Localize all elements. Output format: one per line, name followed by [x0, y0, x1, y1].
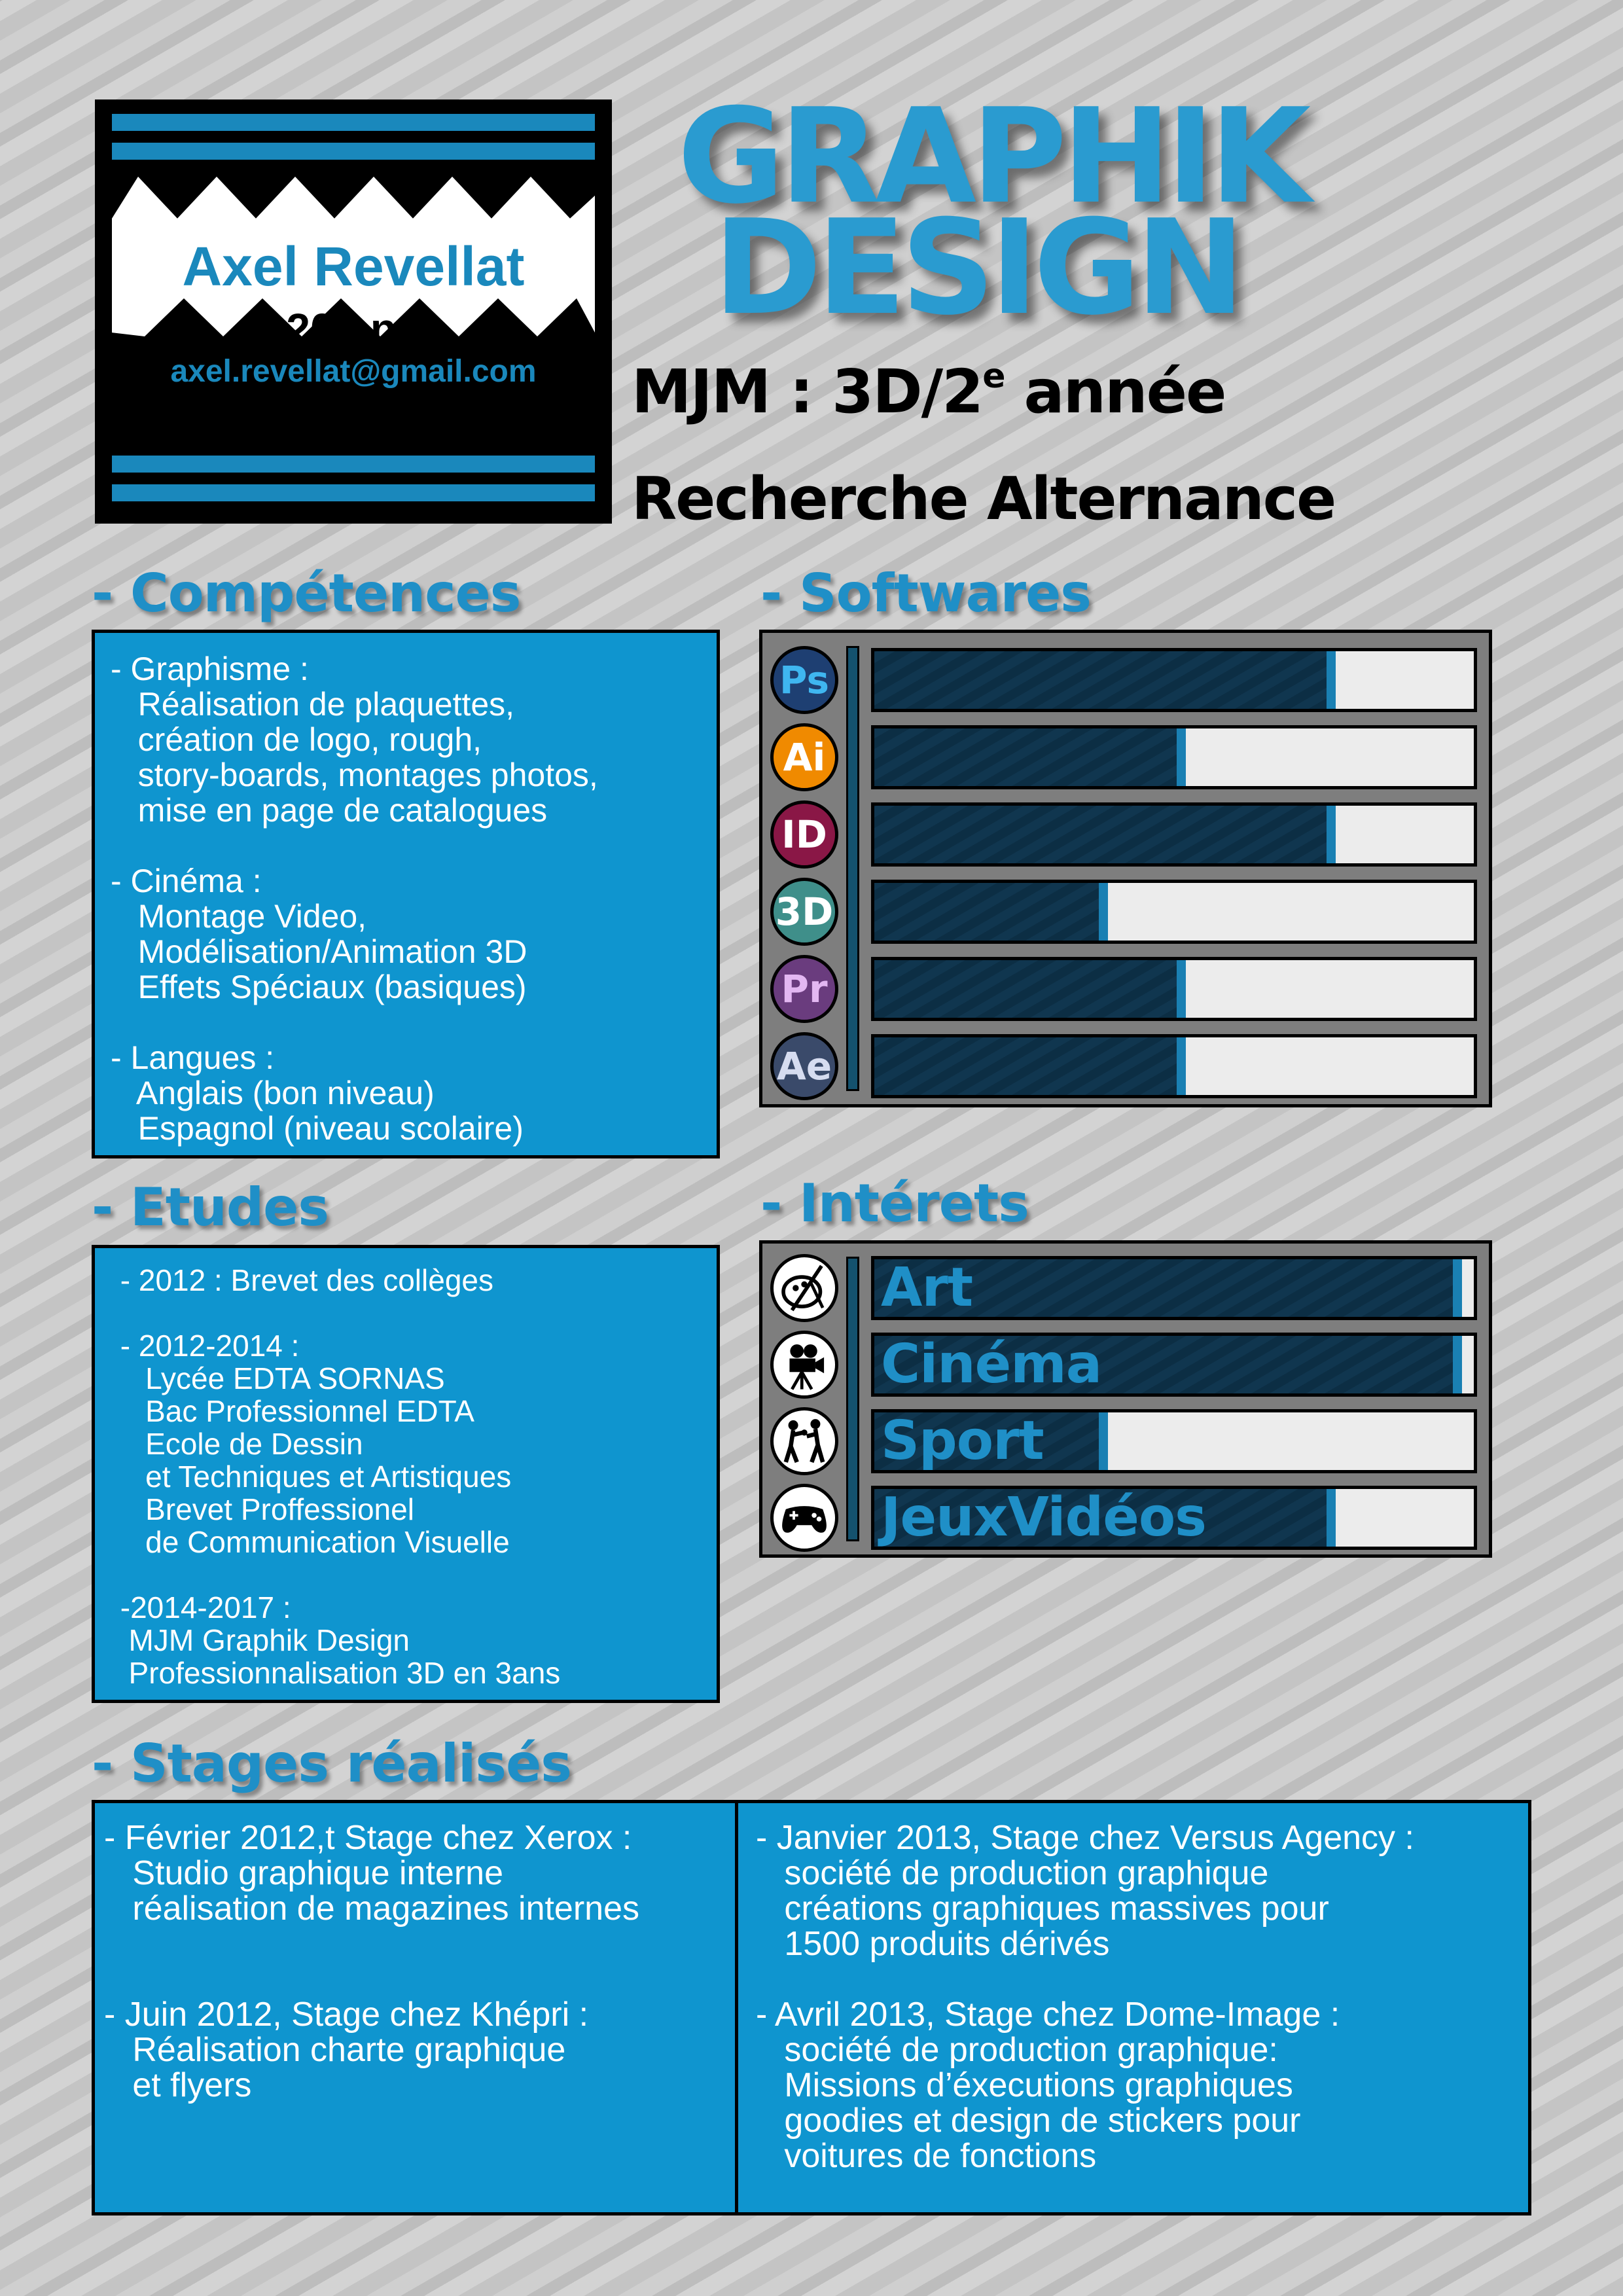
section-title-competences: - Compétences	[92, 563, 521, 624]
text-line: et flyers	[104, 2066, 252, 2104]
etudes-box	[92, 1245, 720, 1703]
art-palette-icon	[770, 1254, 838, 1322]
software-level-fill	[874, 960, 1186, 1018]
software-level-bar	[871, 880, 1477, 944]
photoshop-icon: Ps	[770, 646, 838, 714]
text-line: Studio graphique interne	[104, 1854, 503, 1892]
interest-level-bar	[871, 1333, 1477, 1397]
text-line: Anglais (bon niveau)	[111, 1075, 435, 1111]
school-suffix: année	[1004, 357, 1226, 427]
text-line: Espagnol (niveau scolaire)	[111, 1110, 524, 1147]
text-line: - 2012-2014 :	[112, 1329, 300, 1363]
text-line: Brevet Proffessionel	[112, 1492, 414, 1526]
text-line	[104, 1962, 639, 1997]
stages-box	[92, 1800, 1531, 2215]
text-line: voitures de fonctions	[756, 2137, 1097, 2175]
title-design: DESIGN	[713, 192, 1240, 344]
text-line: société de production graphique:	[756, 2031, 1278, 2069]
3d-icon: 3D	[770, 878, 838, 946]
text-line: 1500 produits dérivés	[756, 1925, 1110, 1963]
text-line: - Avril 2013, Stage chez Dome-Image :	[756, 1996, 1340, 2034]
softwares-panel	[759, 630, 1492, 1107]
text-line: MJM Graphik Design	[112, 1623, 410, 1657]
person-phone[interactable]: 06.50.16.25.07	[183, 390, 524, 446]
school-line	[632, 357, 1225, 427]
text-line: Bac Professionnel EDTA	[112, 1394, 474, 1428]
software-level-bar	[871, 802, 1477, 867]
text-line	[104, 1926, 639, 1962]
interest-level-bar	[871, 1256, 1477, 1320]
person-email[interactable]: axel.revellat@gmail.com	[170, 354, 537, 389]
interets-panel	[759, 1240, 1492, 1558]
interest-label: Sport	[881, 1410, 1044, 1472]
text-line	[112, 1558, 717, 1591]
text-line: - 2012 : Brevet des collèges	[112, 1263, 493, 1297]
text-line: société de production graphique	[756, 1854, 1269, 1892]
text-line: Réalisation charte graphique	[104, 2031, 566, 2069]
text-line: Lycée EDTA SORNAS	[112, 1361, 445, 1395]
panel-divider	[846, 646, 859, 1091]
text-line: - Graphisme :	[111, 651, 309, 687]
competences-box	[92, 630, 720, 1158]
panel-divider	[846, 1257, 859, 1541]
text-line: de Communication Visuelle	[112, 1525, 510, 1559]
text-line: Modélisation/Animation 3D	[111, 933, 527, 970]
text-line	[112, 1297, 717, 1329]
stripe-bottom-2	[112, 484, 595, 501]
text-line: créations graphiques massives pour	[756, 1890, 1329, 1928]
stripe-bottom-1	[112, 456, 595, 473]
stages-right-column	[756, 1820, 1414, 2174]
section-title-interets: - Intérets	[760, 1173, 1029, 1234]
text-line: - Janvier 2013, Stage chez Versus Agency :	[756, 1819, 1414, 1857]
text-line: Professionnalisation 3D en 3ans	[112, 1656, 561, 1690]
section-title-etudes: - Etudes	[92, 1177, 329, 1238]
software-level-fill	[874, 806, 1336, 863]
text-line: Effets Spéciaux (basiques)	[111, 969, 527, 1005]
id-text-block	[112, 230, 595, 448]
section-title-softwares: - Softwares	[760, 563, 1091, 624]
software-level-bar	[871, 648, 1477, 712]
text-line: mise en page de catalogues	[111, 792, 548, 829]
text-line: Missions d’éxecutions graphiques	[756, 2066, 1293, 2104]
interest-level-bar	[871, 1486, 1477, 1550]
text-line: création de logo, rough,	[111, 721, 482, 758]
id-card	[95, 99, 612, 524]
interest-label: Cinéma	[881, 1333, 1102, 1395]
stages-divider	[735, 1803, 738, 2212]
text-line: story-boards, montages photos,	[111, 757, 598, 793]
text-line: Montage Video,	[111, 898, 367, 935]
text-line: réalisation de magazines internes	[104, 1890, 640, 1928]
text-line	[111, 828, 717, 863]
section-title-stages: - Stages réalisés	[92, 1733, 571, 1794]
software-level-bar	[871, 957, 1477, 1021]
indesign-icon: ID	[770, 800, 838, 869]
stages-left-column	[104, 1820, 639, 2103]
interest-level-bar	[871, 1409, 1477, 1473]
premiere-icon: Pr	[770, 955, 838, 1023]
software-level-fill	[874, 1037, 1186, 1095]
text-line: -2014-2017 :	[112, 1590, 291, 1624]
boxing-icon	[770, 1407, 838, 1475]
movie-camera-icon	[770, 1331, 838, 1399]
gamepad-icon	[770, 1484, 838, 1552]
software-level-bar	[871, 1034, 1477, 1098]
interest-label: JeuxVidéos	[881, 1486, 1206, 1549]
school-prefix: MJM : 3D/2	[632, 357, 983, 427]
illustrator-icon: Ai	[770, 723, 838, 791]
stripe-top-2	[112, 143, 595, 160]
text-line: - Juin 2012, Stage chez Khépri :	[104, 1996, 589, 2034]
text-line: goodies et design de stickers pour	[756, 2102, 1301, 2140]
search-line: Recherche Alternance	[632, 465, 1336, 533]
software-level-fill	[874, 651, 1336, 709]
person-name: Axel Revellat	[182, 236, 525, 297]
text-line: Réalisation de plaquettes,	[111, 686, 515, 723]
text-line: Ecole de Dessin	[112, 1427, 363, 1461]
school-sup: e	[982, 357, 1005, 396]
after-effects-icon: Ae	[770, 1032, 838, 1100]
title-graphik: GRAPHIK	[677, 81, 1306, 233]
text-line: - Cinéma :	[111, 863, 262, 899]
text-line: - Février 2012,t Stage chez Xerox :	[104, 1819, 632, 1857]
text-line	[756, 1962, 1414, 1997]
stripe-top-1	[112, 114, 595, 131]
software-level-bar	[871, 725, 1477, 789]
software-level-fill	[874, 728, 1186, 786]
text-line	[111, 1005, 717, 1040]
person-age: 20 ans	[286, 304, 421, 353]
interest-label: Art	[881, 1257, 973, 1319]
text-line: et Techniques et Artistiques	[112, 1460, 512, 1494]
software-level-fill	[874, 883, 1108, 941]
text-line: - Langues :	[111, 1039, 275, 1076]
